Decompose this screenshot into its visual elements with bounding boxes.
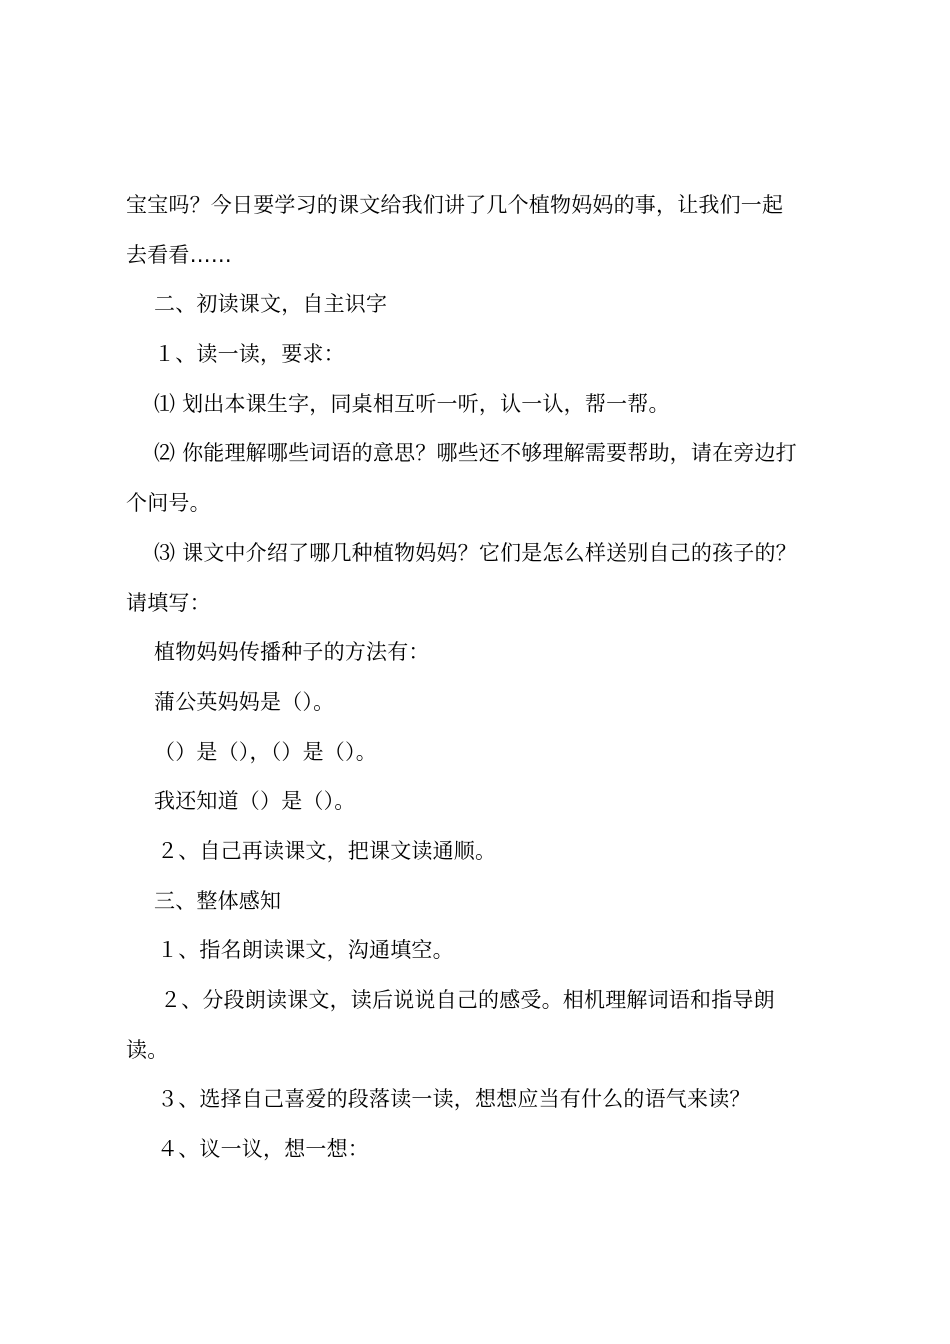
fill-in-line: 蒲公英妈妈是（）。: [154, 689, 335, 714]
list-item: ２、分段朗读课文，读后说说自己的感受。相机理解词语和指导朗: [160, 988, 775, 1012]
paragraph-line: 植物妈妈传播种子的方法有：: [154, 640, 430, 665]
paragraph-line: 宝宝吗？今日要学习的课文给我们讲了几个植物妈妈的事，让我们一起: [126, 193, 784, 217]
list-item: １、读一读，要求：: [154, 342, 345, 367]
section-heading: 三、整体感知: [154, 888, 282, 913]
sub-list-item: ⑶ 课文中介绍了哪几种植物妈妈？它们是怎么样送别自己的孩子的？: [154, 540, 797, 565]
fill-in-line: （）是（），（）是（）。: [154, 739, 377, 764]
list-item: ３、选择自己喜爱的段落读一读，想想应当有什么的语气来读？: [157, 1087, 751, 1112]
paragraph-line: 个问号。: [126, 491, 211, 516]
paragraph-line: 去看看……: [126, 242, 232, 267]
sub-list-item: ⑵ 你能理解哪些词语的意思？哪些还不够理解需要帮助，请在旁边打: [154, 441, 797, 466]
paragraph-line: 读。: [126, 1037, 169, 1062]
document-body: [126, 181, 834, 1175]
section-heading: 二、初读课文，自主识字: [154, 292, 388, 317]
list-item: ２、自己再读课文，把课文读通顺。: [157, 838, 497, 863]
sub-list-item: ⑴ 划出本课生字，同桌相互听一听，认一认，帮一帮。: [154, 391, 670, 416]
fill-in-line: 我还知道（）是（）。: [154, 789, 356, 814]
list-item: ４、议一议，想一想：: [157, 1137, 369, 1162]
paragraph-line: 请填写：: [126, 590, 211, 615]
list-item: １、指名朗读课文，沟通填空。: [157, 938, 454, 963]
